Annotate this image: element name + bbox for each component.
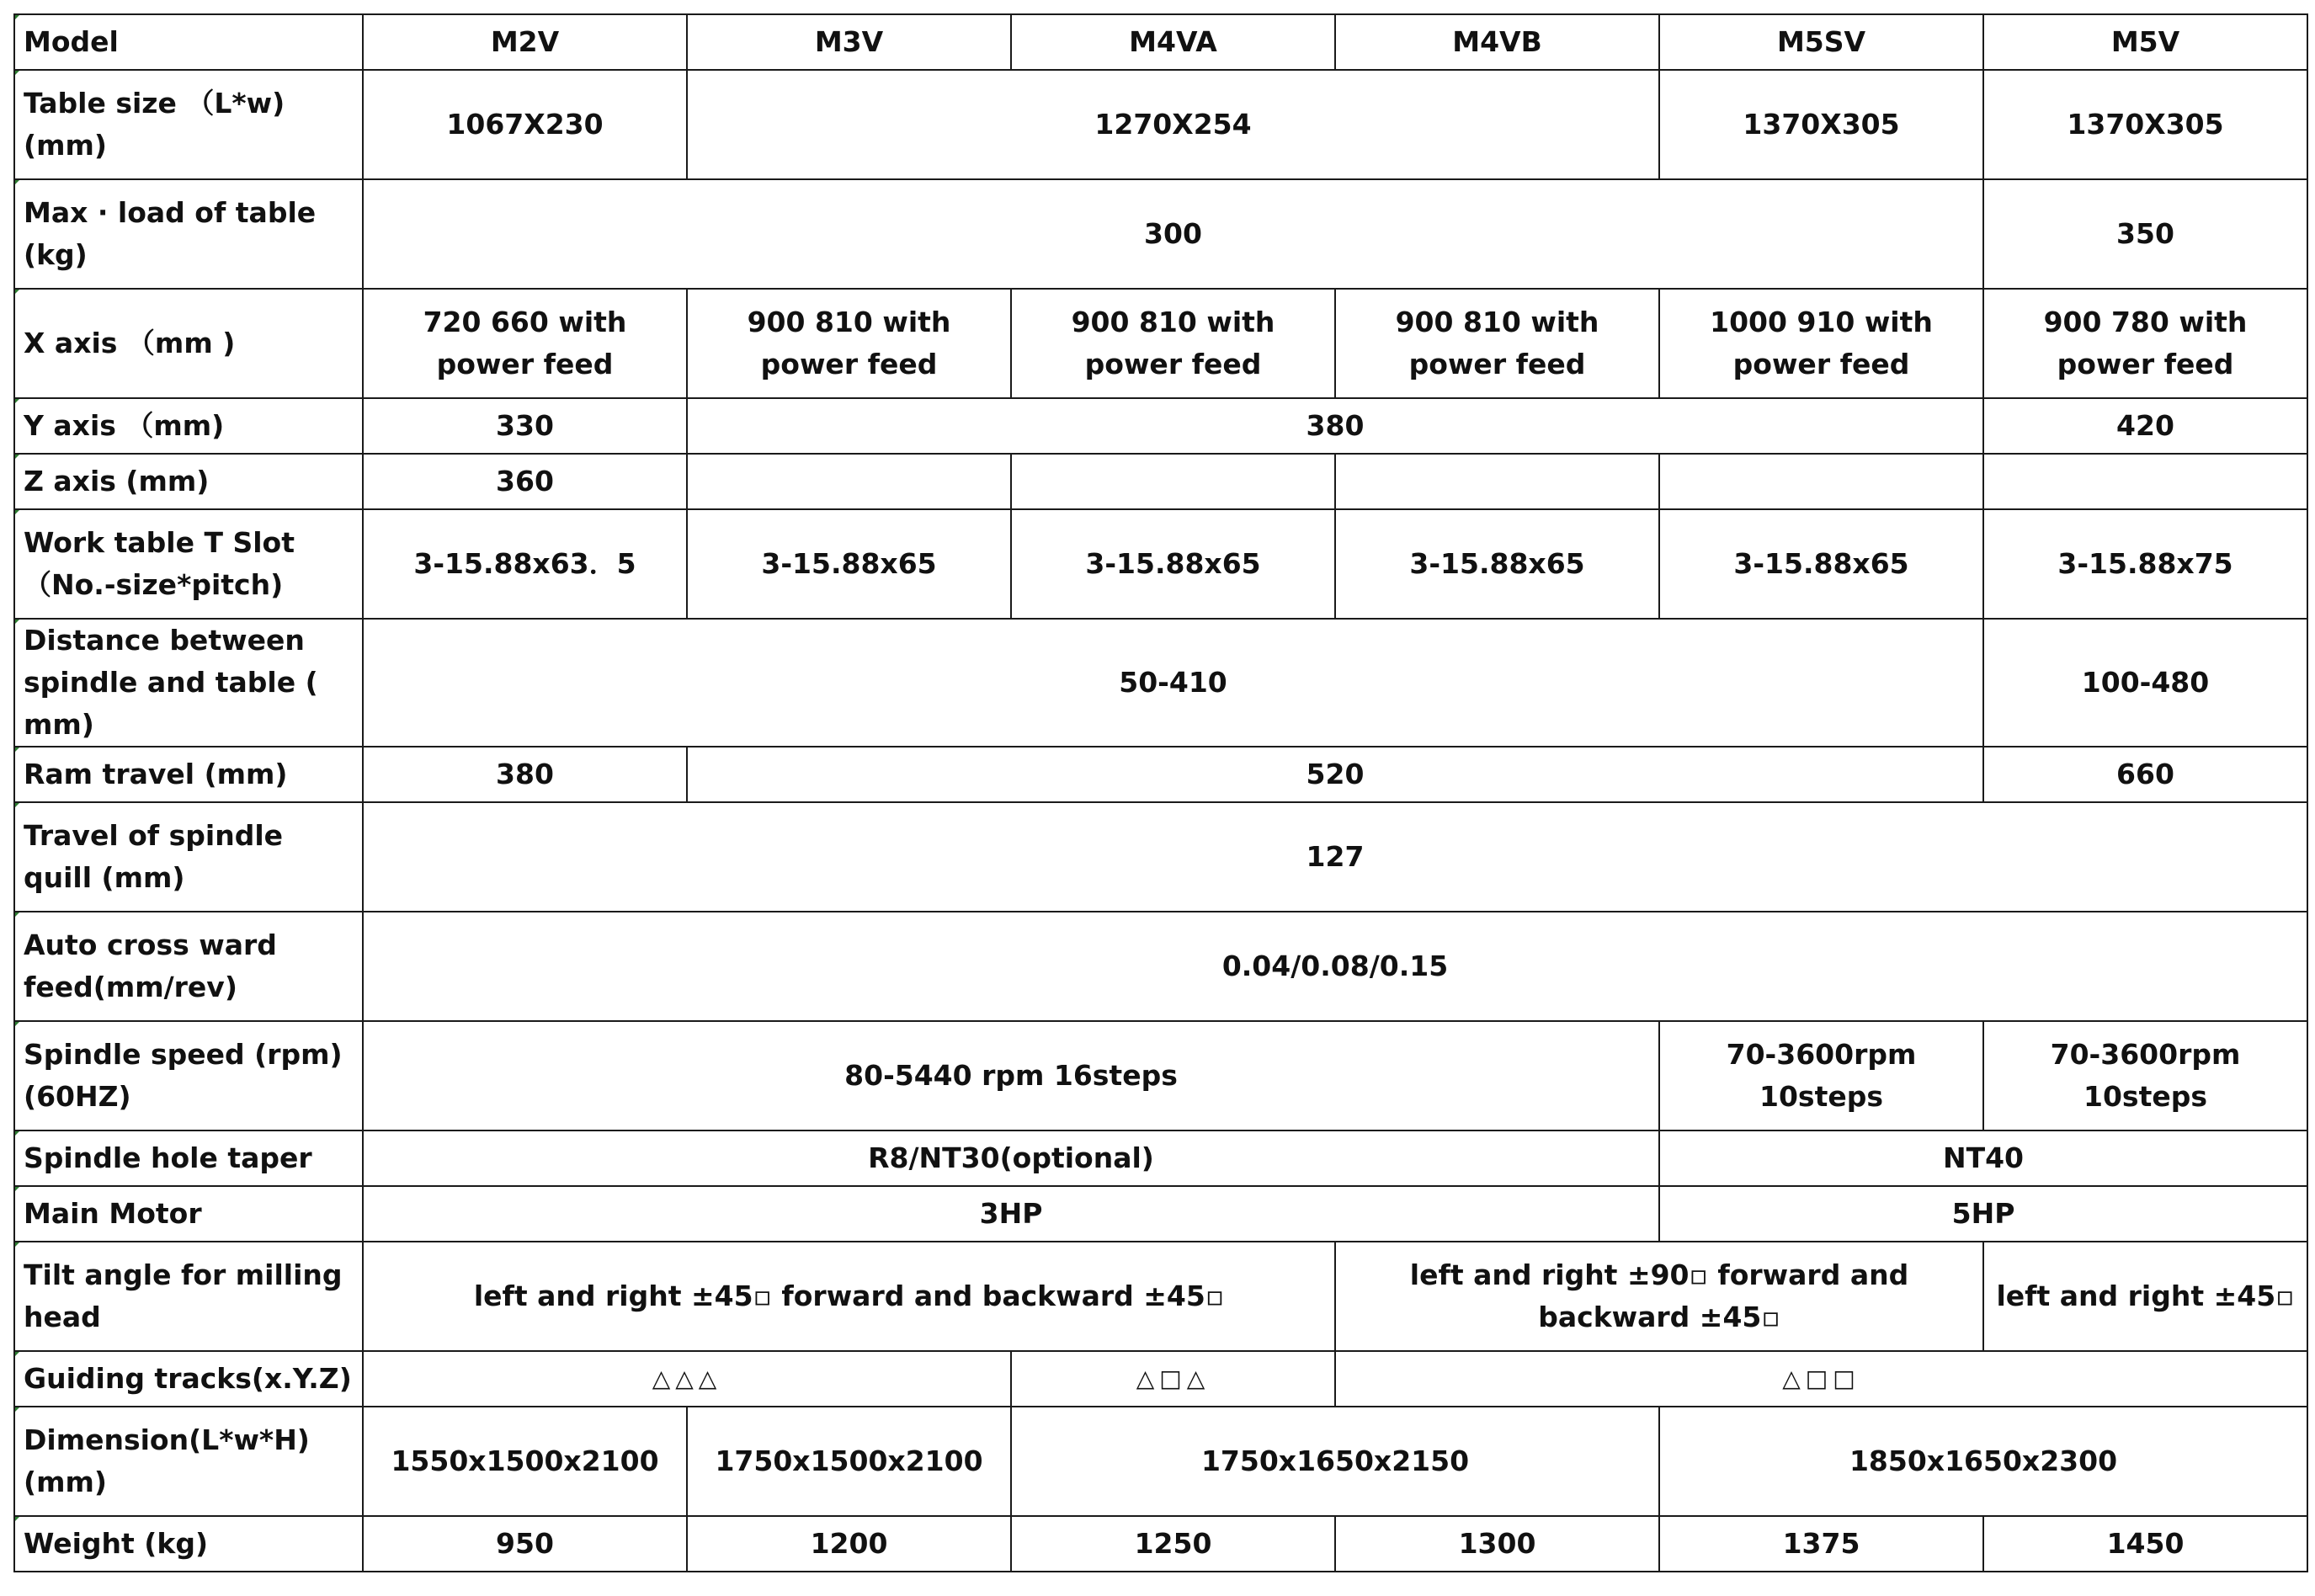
header-m5sv: M5SV [1659,14,1983,70]
table-cell: 360 [363,454,687,509]
header-m5v: M5V [1983,14,2307,70]
table-cell: 900 810 with power feed [1011,289,1335,398]
header-m4vb: M4VB [1335,14,1659,70]
table-cell: 1750x1500x2100 [687,1407,1011,1516]
row-label: Z axis (mm) [14,454,363,509]
row-label: Weight (kg) [14,1516,363,1572]
header-m4va: M4VA [1011,14,1335,70]
table-cell: 300 [363,179,1983,289]
row-label: Max · load of table (kg) [14,179,363,289]
header-row [14,14,2307,70]
table-cell: 1250 [1011,1516,1335,1572]
table-row-max-load [14,179,2307,289]
table-cell: 720 660 with power feed [363,289,687,398]
row-label: Work table T Slot （No.-size*pitch) [14,509,363,619]
table-row-t-slot [14,509,2307,619]
table-row-hole-taper [14,1130,2307,1186]
table-cell: 1270X254 [687,70,1659,179]
row-label: Auto cross ward feed(mm/rev) [14,912,363,1021]
table-cell: 3-15.88x65 [687,509,1011,619]
table-row-ram-travel [14,747,2307,802]
row-label: Ram travel (mm) [14,747,363,802]
table-cell: 900 780 with power feed [1983,289,2307,398]
table-cell [1983,454,2307,509]
table-cell: 1375 [1659,1516,1983,1572]
table-cell: △□□ [1335,1351,2307,1407]
table-cell: 330 [363,398,687,454]
table-cell: 1370X305 [1983,70,2307,179]
table-cell: △△△ [363,1351,1011,1407]
header-m2v: M2V [363,14,687,70]
table-cell: 1550x1500x2100 [363,1407,687,1516]
table-cell: 1067X230 [363,70,687,179]
table-cell: 1000 910 with power feed [1659,289,1983,398]
table-cell: 100-480 [1983,619,2307,747]
row-label: Main Motor [14,1186,363,1242]
table-cell: 3-15.88x65 [1011,509,1335,619]
table-row-guiding [14,1351,2307,1407]
table-cell [1011,454,1335,509]
row-label: Spindle speed (rpm)(60HZ) [14,1021,363,1130]
table-row-auto-feed [14,912,2307,1021]
table-row-weight [14,1516,2307,1572]
table-cell [1335,454,1659,509]
table-cell: left and right ±45▫ forward and backward ±45▫ [363,1242,1335,1351]
row-label: Guiding tracks(x.Y.Z) [14,1351,363,1407]
table-cell: left and right ±90▫ forward and backward ±45▫ [1335,1242,1983,1351]
table-cell: 5HP [1659,1186,2307,1242]
table-cell: 0.04/0.08/0.15 [363,912,2307,1021]
table-row-z-axis [14,454,2307,509]
spec-table-container [13,13,2308,1572]
row-label: Y axis （mm) [14,398,363,454]
row-label: Table size （L*w) (mm) [14,70,363,179]
header-model: Model [14,14,363,70]
table-cell: 3-15.88x65 [1335,509,1659,619]
table-cell: 1370X305 [1659,70,1983,179]
table-cell: 1750x1650x2150 [1011,1407,1659,1516]
table-cell: NT40 [1659,1130,2307,1186]
table-cell: △□△ [1011,1351,1335,1407]
table-row-table-size [14,70,2307,179]
table-cell: 1200 [687,1516,1011,1572]
header-m3v: M3V [687,14,1011,70]
table-cell: 380 [363,747,687,802]
table-cell: R8/NT30(optional) [363,1130,1659,1186]
table-row-y-axis [14,398,2307,454]
table-cell: 420 [1983,398,2307,454]
table-cell: 900 810 with power feed [1335,289,1659,398]
table-cell [1659,454,1983,509]
table-cell: 900 810 with power feed [687,289,1011,398]
table-cell [687,454,1011,509]
row-label: Tilt angle for milling head [14,1242,363,1351]
table-cell: 1450 [1983,1516,2307,1572]
table-cell: 80-5440 rpm 16steps [363,1021,1659,1130]
table-row-dimension [14,1407,2307,1516]
row-label: Spindle hole taper [14,1130,363,1186]
row-label: Dimension(L*w*H) (mm) [14,1407,363,1516]
table-cell: 3HP [363,1186,1659,1242]
table-row-x-axis [14,289,2307,398]
row-label: X axis （mm ) [14,289,363,398]
table-cell: left and right ±45▫ [1983,1242,2307,1351]
table-cell: 50-410 [363,619,1983,747]
row-label: Travel of spindle quill (mm) [14,802,363,912]
row-label: Distance between spindle and table ( mm) [14,619,363,747]
table-cell: 3-15.88x65 [1659,509,1983,619]
table-cell: 3-15.88x75 [1983,509,2307,619]
table-cell: 380 [687,398,1983,454]
table-cell: 70-3600rpm 10steps [1659,1021,1983,1130]
table-row-spindle-speed [14,1021,2307,1130]
spec-table [13,13,2308,1572]
table-cell: 950 [363,1516,687,1572]
table-cell: 1850x1650x2300 [1659,1407,2307,1516]
table-cell: 70-3600rpm 10steps [1983,1021,2307,1130]
table-cell: 127 [363,802,2307,912]
table-cell: 520 [687,747,1983,802]
table-cell: 1300 [1335,1516,1659,1572]
table-cell: 3-15.88x63．5 [363,509,687,619]
table-row-tilt-angle [14,1242,2307,1351]
table-row-main-motor [14,1186,2307,1242]
table-row-distance [14,619,2307,747]
table-row-quill-travel [14,802,2307,912]
table-cell: 660 [1983,747,2307,802]
table-cell: 350 [1983,179,2307,289]
